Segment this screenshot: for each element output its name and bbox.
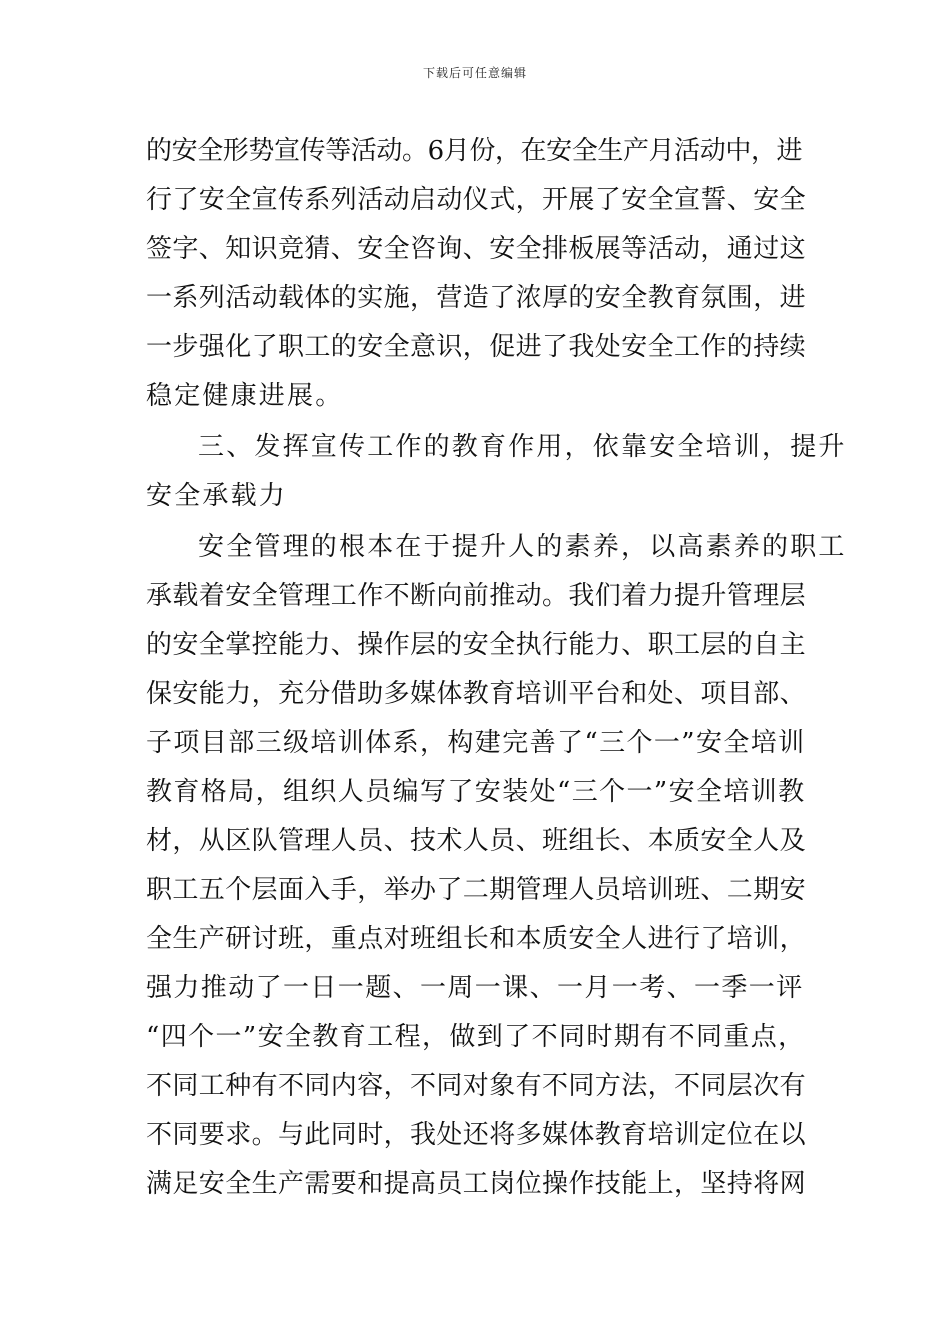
body-text-line: 不同要求。与此同时，我处还将多媒体教育培训定位在以 [146,1120,807,1150]
body-text-line: 签字、知识竞猜、安全咨询、安全排板展等活动，通过这 [146,234,807,264]
body-text-line: 安全管理的根本在于提升人的素养，以高素养的职工 [198,532,847,562]
body-text-line: 全生产研讨班，重点对班组长和本质安全人进行了培训， [146,924,807,954]
body-text-line: 的安全掌控能力、操作层的安全执行能力、职工层的自主 [146,630,807,660]
body-text-line: 不同工种有不同内容，不同对象有不同方法，不同层次有 [146,1071,807,1101]
body-text-line: 保安能力，充分借助多媒体教育培训平台和处、项目部、 [146,679,807,709]
section-heading-line: 三、发挥宣传工作的教育作用，依靠安全培训，提升 [198,432,847,462]
body-text-line: 强力推动了一日一题、一周一课、一月一考、一季一评 [146,973,804,1003]
body-text-line: 行了安全宣传系列活动启动仪式，开展了安全宣誓、安全 [146,185,807,215]
body-text-line: 教育格局，组织人员编写了安装处“三个一”安全培训教 [146,777,806,807]
section-heading-line: 安全承载力 [146,481,288,511]
body-text-line: 一系列活动载体的实施，营造了浓厚的安全教育氛围，进 [146,283,807,313]
body-text-line: 子项目部三级培训体系，构建完善了“三个一”安全培训 [146,728,806,758]
body-text-line: 一步强化了职工的安全意识，促进了我处安全工作的持续 [146,332,807,362]
body-text-line: 稳定健康进展。 [146,381,344,411]
page-header: 下载后可任意编辑 [422,66,527,80]
body-text-line: 满足安全生产需要和提高员工岗位操作技能上，坚持将网 [146,1169,807,1199]
body-text-line: 职工五个层面入手，举办了二期管理人员培训班、二期安 [146,875,807,905]
body-text-line: 的安全形势宣传等活动。6月份，在安全生产月活动中，进 [146,136,803,166]
body-text-line: “四个一”安全教育工程，做到了不同时期有不同重点， [146,1022,806,1052]
body-text-line: 承载着安全管理工作不断向前推动。我们着力提升管理层 [146,581,807,611]
body-text-line: 材，从区队管理人员、技术人员、班组长、本质安全人及 [146,826,807,856]
